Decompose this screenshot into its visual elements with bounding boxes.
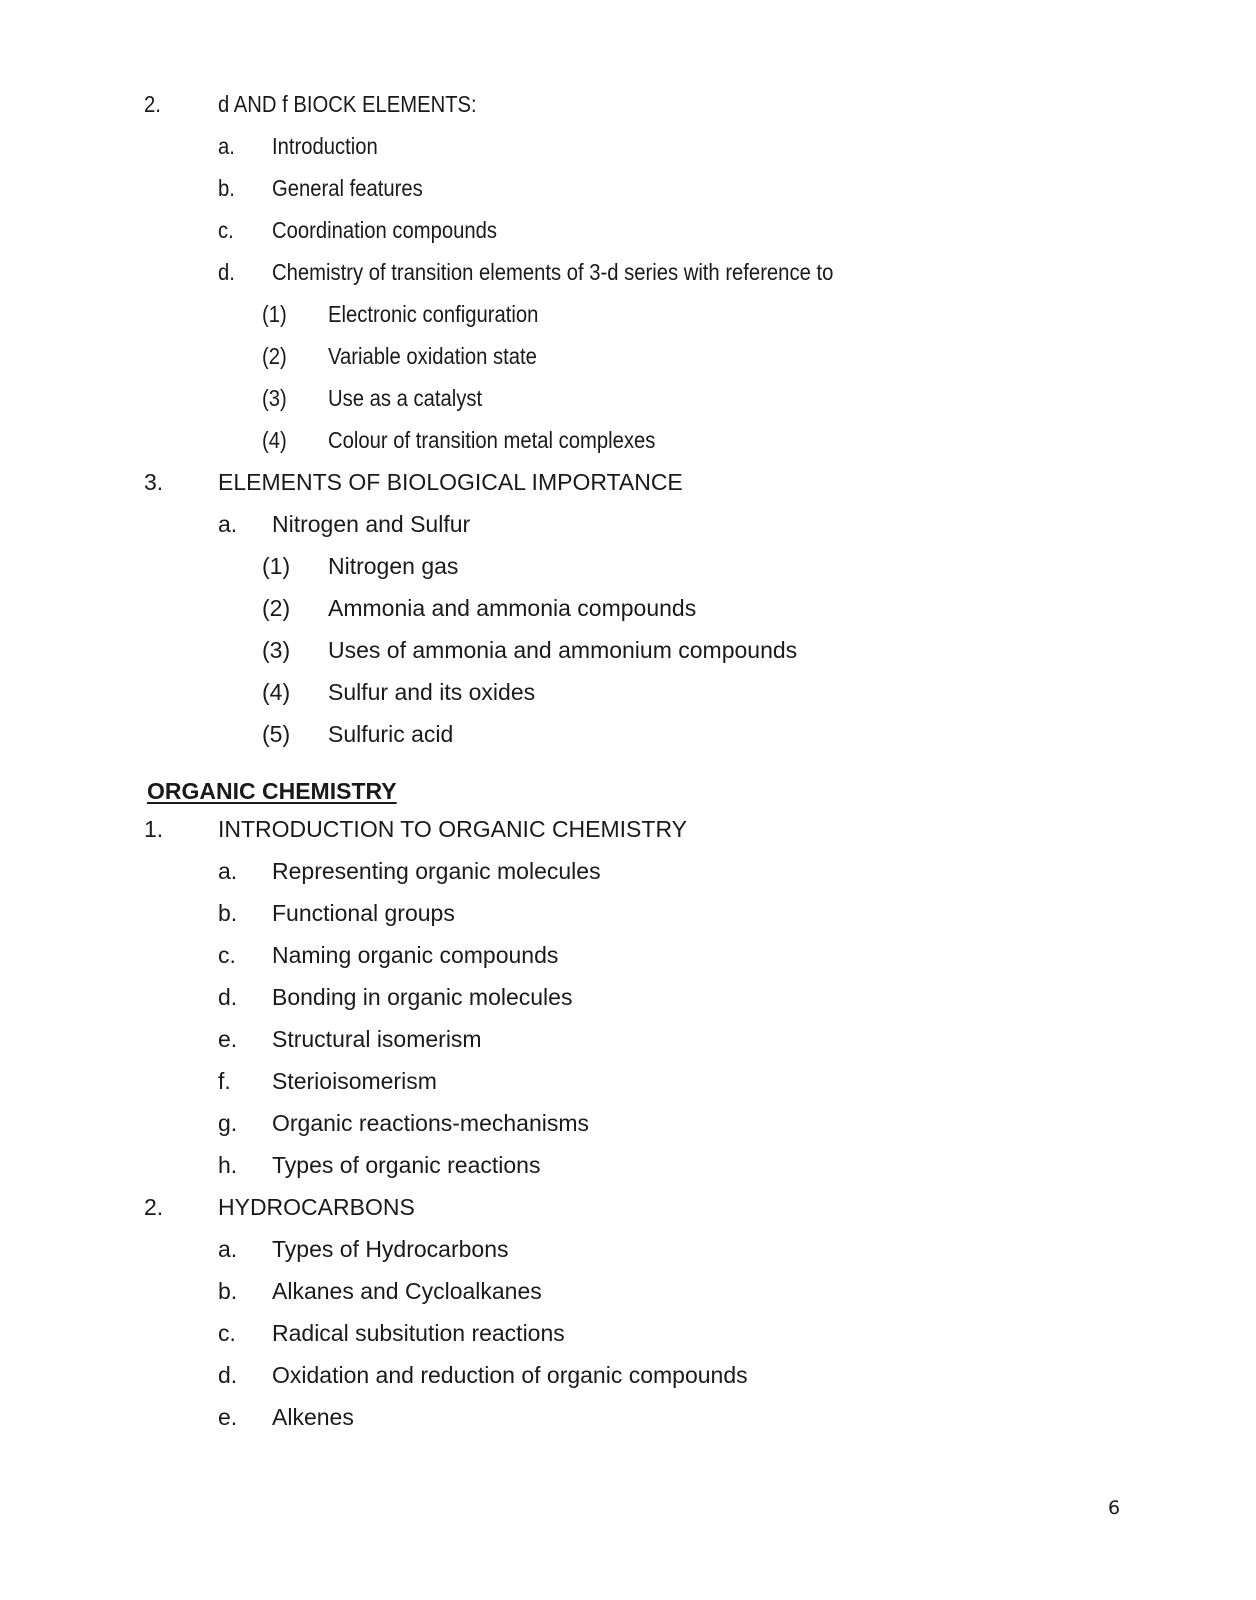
- subitem-label: (1): [262, 553, 291, 579]
- subitem-label: (1): [261, 301, 287, 327]
- item-label: d.: [218, 984, 238, 1010]
- item-label: b.: [218, 1278, 238, 1304]
- organic-chemistry-heading: ORGANIC CHEMISTRY: [147, 778, 397, 804]
- section-title: HYDROCARBONS: [218, 1194, 415, 1220]
- item-text: Coordination compounds: [271, 217, 498, 243]
- item-text: Alkenes: [272, 1404, 354, 1430]
- subitem-text: Electronic configuration: [327, 301, 539, 327]
- subitem-text: Nitrogen gas: [328, 553, 459, 579]
- subitem-label: (5): [262, 721, 291, 747]
- section-number: 2.: [144, 1194, 164, 1220]
- item-label: a.: [218, 511, 238, 537]
- subitem-label: (4): [262, 679, 291, 705]
- page-number: 6: [1108, 1497, 1121, 1519]
- section-title: INTRODUCTION TO ORGANIC CHEMISTRY: [218, 816, 687, 842]
- section-title: d AND f BIOCK ELEMENTS:: [217, 91, 477, 117]
- item-label: g.: [218, 1110, 238, 1136]
- item-text: Nitrogen and Sulfur: [272, 511, 471, 537]
- item-text: Oxidation and reduction of organic compounds: [272, 1362, 748, 1388]
- item-label: b.: [217, 175, 235, 201]
- item-text: Structural isomerism: [272, 1026, 482, 1052]
- item-label: d.: [217, 259, 235, 285]
- item-label: a.: [218, 858, 238, 884]
- section-number: 1.: [144, 816, 164, 842]
- subitem-label: (3): [261, 385, 287, 411]
- item-label: e.: [218, 1404, 238, 1430]
- item-text: Naming organic compounds: [272, 942, 559, 968]
- item-text: Alkanes and Cycloalkanes: [272, 1278, 542, 1304]
- subitem-text: Sulfur and its oxides: [328, 679, 536, 705]
- item-text: Chemistry of transition elements of 3-d series with reference to: [271, 259, 834, 285]
- item-text: Representing organic molecules: [272, 858, 601, 884]
- item-label: f.: [218, 1068, 231, 1094]
- item-label: d.: [218, 1362, 238, 1388]
- subitem-text: Colour of transition metal complexes: [327, 427, 656, 453]
- item-label: c.: [218, 1320, 236, 1346]
- item-label: c.: [218, 942, 236, 968]
- item-label: a.: [218, 1236, 238, 1262]
- item-text: Types of Hydrocarbons: [272, 1236, 509, 1262]
- subitem-label: (4): [261, 427, 287, 453]
- item-text: General features: [271, 175, 423, 201]
- item-label: b.: [218, 900, 238, 926]
- item-label: h.: [218, 1152, 238, 1178]
- item-text: Functional groups: [272, 900, 455, 926]
- subitem-text: Variable oxidation state: [327, 343, 537, 369]
- subitem-text: Uses of ammonia and ammonium compounds: [328, 637, 798, 663]
- item-text: Sterioisomerism: [272, 1068, 437, 1094]
- section-number: 2.: [143, 91, 161, 117]
- subitem-text: Sulfuric acid: [328, 721, 454, 747]
- subitem-text: Ammonia and ammonia compounds: [328, 595, 697, 621]
- subitem-label: (2): [262, 595, 291, 621]
- item-text: Types of organic reactions: [272, 1152, 541, 1178]
- item-label: c.: [217, 217, 234, 243]
- item-label: a.: [217, 133, 235, 159]
- section-number: 3.: [144, 469, 164, 495]
- item-text: Bonding in organic molecules: [272, 984, 573, 1010]
- item-text: Radical subsitution reactions: [272, 1320, 565, 1346]
- item-text: Organic reactions-mechanisms: [272, 1110, 590, 1136]
- subitem-label: (2): [261, 343, 287, 369]
- item-text: Introduction: [271, 133, 378, 159]
- subitem-text: Use as a catalyst: [327, 385, 483, 411]
- subitem-label: (3): [262, 637, 291, 663]
- item-label: e.: [218, 1026, 238, 1052]
- section-title: ELEMENTS OF BIOLOGICAL IMPORTANCE: [218, 469, 683, 495]
